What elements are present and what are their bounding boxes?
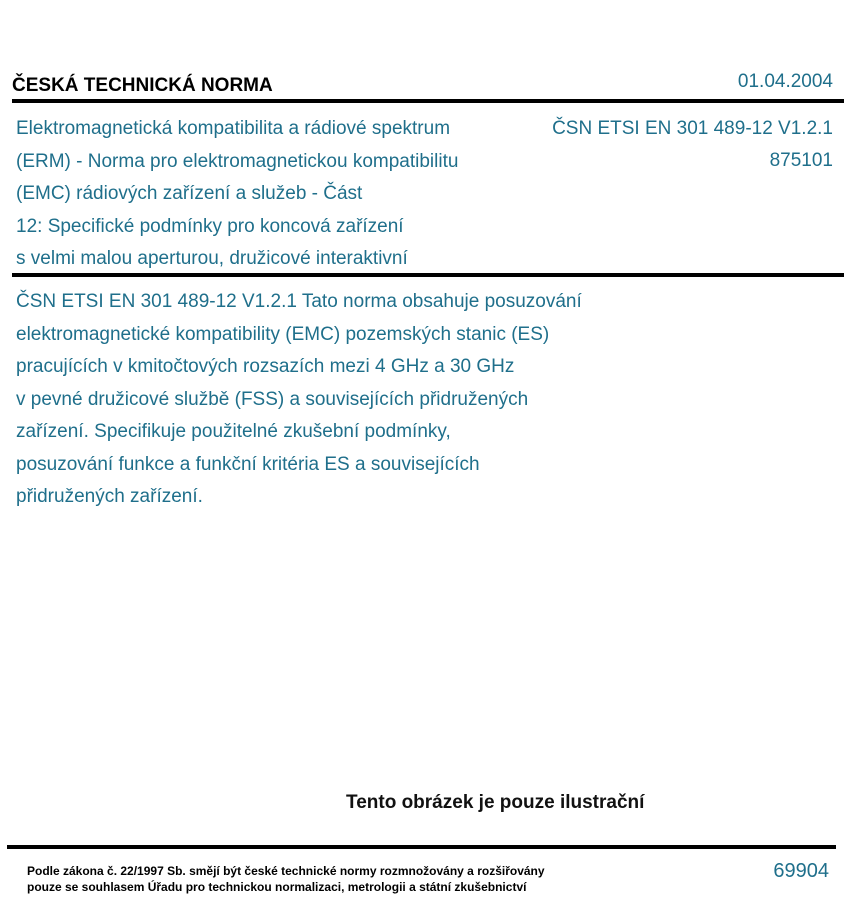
publication-date: 01.04.2004 [737, 71, 833, 92]
legal-notice-line: pouze se souhlasem Úřadu pro technickou normalizaci, metrologii a státní zkušebnictví [27, 880, 527, 894]
abstract-line: ČSN ETSI EN 301 489-12 V1.2.1 Tato norma obsahuje posuzování [16, 291, 582, 312]
abstract-line: v pevné družicové službě (FSS) a souvisejících přidružených [16, 388, 529, 410]
abstract-line: elektromagnetické kompatibility (EMC) pozemských stanic (ES) [16, 323, 550, 345]
standard-title-line: 12: Specifické podmínky pro koncová zařízení [16, 215, 404, 237]
legal-notice [27, 863, 545, 895]
standard-title-line: Elektromagnetická kompatibilita a rádiové spektrum [16, 118, 451, 139]
header-divider [12, 99, 844, 103]
abstract-line: zařízení. Specifikuje použitelné zkušební podmínky, [16, 421, 451, 442]
illustration-note: Tento obrázek je pouze ilustrační [346, 792, 645, 813]
abstract-line: přidružených zařízení. [16, 486, 203, 507]
header-title: ČESKÁ TECHNICKÁ NORMA [12, 75, 273, 96]
abstract-line: pracujících v kmitočtových rozsazích mezi 4 GHz a 30 GHz [16, 356, 515, 377]
standard-title [16, 113, 516, 276]
standard-title-line: (EMC) rádiových zařízení a služeb - Část [16, 183, 363, 204]
standard-title-line: (ERM) - Norma pro elektromagnetickou kompatibilitu [16, 150, 459, 172]
standard-title-line: s velmi malou aperturou, družicové interaktivní [16, 248, 408, 269]
abstract-line: posuzování funkce a funkční kritéria ES a souvisejících [16, 453, 480, 475]
legal-notice-line: Podle zákona č. 22/1997 Sb. smějí být české technické normy rozmnožovány a rozšiřovány [27, 864, 545, 878]
abstract-text [16, 286, 716, 514]
catalog-number: 69904 [773, 860, 829, 882]
standard-number: 875101 [769, 150, 833, 171]
standard-code: ČSN ETSI EN 301 489-12 V1.2.1 [552, 118, 833, 139]
title-divider [12, 273, 844, 277]
footer-divider [7, 845, 836, 849]
